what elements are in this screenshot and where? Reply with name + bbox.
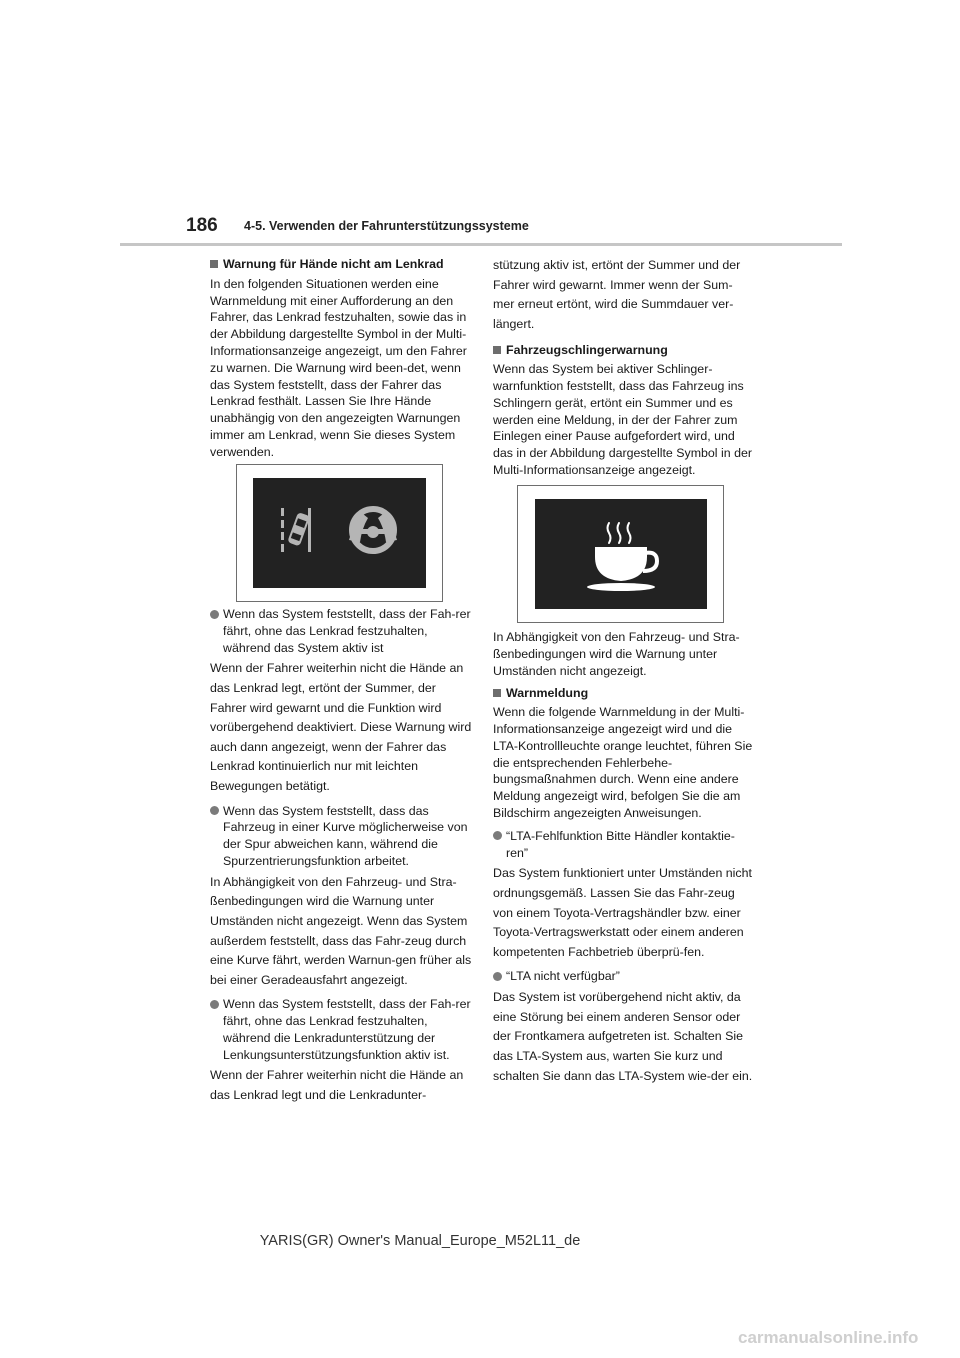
- display-screen: [535, 499, 707, 609]
- section-title: 4-5. Verwenden der Fahrunterstützungssysteme: [244, 219, 529, 233]
- heading-sway-warning: Fahrzeugschlingerwarnung: [493, 342, 753, 359]
- bullet-item-3: Wenn das System feststellt, dass der Fah-rer fährt, ohne das Lenkrad festzuhalten, während die Lenkradunterstützung der Lenkungsunterstützungsfunktion aktiv ist.: [210, 996, 472, 1063]
- round-bullet-icon: [493, 972, 502, 981]
- square-bullet-icon: [493, 346, 501, 354]
- right-column-bottom: [493, 629, 753, 1086]
- header-rule: [120, 243, 842, 246]
- watermark: carmanualsonline.info: [738, 1328, 919, 1347]
- bullet-item-1: Wenn das System feststellt, dass der Fah-rer fährt, ohne das Lenkrad festzuhalten, während das System aktiv ist: [210, 606, 472, 656]
- paragraph-continued: stützung aktiv ist, ertönt der Summer und der Fahrer wird gewarnt. Immer wenn der Sum-mer erneut ertönt, wird die Summdauer ver-längert.: [493, 258, 741, 331]
- footer-manual-id: YARIS(GR) Owner's Manual_Europe_M52L11_de: [259, 1233, 581, 1249]
- figure-sway-warning: [517, 485, 724, 623]
- square-bullet-icon: [210, 260, 218, 268]
- page-number: 186: [186, 215, 218, 236]
- paragraph-1: Wenn der Fahrer weiterhin nicht die Hände an das Lenkrad legt, ertönt der Summer, der Fahrer wird gewarnt und die Funktion wird vorübergehend deaktiviert. Diese Warnung wird auch dann angezeigt, wenn der Fahrer das Lenkrad kontinuierlich nur mit leichten Bewegungen betätigt.: [210, 661, 472, 793]
- display-screen: [253, 478, 426, 588]
- left-column-top: [210, 256, 472, 461]
- right-column-top: [493, 256, 753, 479]
- paragraph-2: In Abhängigkeit von den Fahrzeug- und Stra-ßenbedingungen wird die Warnung unter Umständen nicht angezeigt. Wenn das System außerdem feststellt, dass das Fahr-zeug durch eine Kurve fährt, werden Warnun-gen früher als bei einer Geradeausfahrt angezeigt.: [210, 874, 472, 987]
- round-bullet-icon: [210, 1000, 219, 1009]
- bullet-item-5: “LTA nicht verfügbar”: [493, 968, 753, 985]
- paragraph-3: Wenn der Fahrer weiterhin nicht die Hände an das Lenkrad legt und die Lenkradunter-: [210, 1068, 464, 1103]
- round-bullet-icon: [210, 806, 219, 815]
- heading-hands-off-warning: Warnung für Hände nicht am Lenkrad: [210, 256, 472, 273]
- bullet-item-4: “LTA-Fehlfunktion Bitte Händler kontaktie-ren”: [493, 828, 753, 862]
- paragraph-warning-intro: Wenn die folgende Warnmeldung in der Multi-Informationsanzeige angezeigt wird und die LTA-Kontrollleuchte orange leuchtet, führen Sie die entsprechenden Fehlerbehe-bungsmaßnahmen durch. Wenn eine andere Meldung angezeigt wird, befolgen Sie die am Bildschirm angezeigten Anweisungen.: [493, 705, 753, 820]
- paragraph-intro: In den folgenden Situationen werden eine Warnmeldung mit einer Aufforderung an den Fahrer, das Lenkrad festzuhalten, sowie das in der Abbildung dargestellte Symbol in der Multi-Informationsanzeige angezeigt, um den Fahrer zu warnen. Die Warnung wird been-det, wenn das System feststellt, dass der Fahrer das Lenkrad festhält. Lassen Sie Ihre Hände unabhängig von den angezeigten Warnungen immer am Lenkrad, wenn Sie dieses System verwenden.: [210, 276, 467, 459]
- figure-hands-off-warning: [236, 464, 443, 602]
- left-column-bottom: [210, 606, 472, 1106]
- square-bullet-icon: [493, 689, 501, 697]
- round-bullet-icon: [210, 610, 219, 619]
- heading-warning-message: Warnmeldung: [493, 685, 753, 702]
- bullet-item-2: Wenn das System feststellt, dass das Fahrzeug in einer Kurve möglicherweise von der Spur abweichen kann, während die Spurzentrierungsfunktion arbeitet.: [210, 803, 472, 870]
- paragraph-5: Das System ist vorübergehend nicht aktiv, da eine Störung bei einem anderen Sensor oder der Frontkamera aufgetreten ist. Schalten Sie das LTA-System aus, warten Sie kurz und schalten Sie dann das LTA-System wie-der ein.: [493, 990, 753, 1083]
- hands-on-steering-wheel-icon: [349, 509, 397, 551]
- paragraph-note: In Abhängigkeit von den Fahrzeug- und Stra-ßenbedingungen wird die Warnung unter Umständen nicht angezeigt.: [493, 630, 740, 678]
- paragraph-4: Das System funktioniert unter Umständen nicht ordnungsgemäß. Lassen Sie das Fahr-zeug von einem Toyota-Vertragshändler bzw. einer Toyota-Vertragswerkstatt oder einem anderen kompetenten Fachbetrieb überprü-fen.: [493, 866, 752, 959]
- round-bullet-icon: [493, 831, 502, 840]
- lane-departure-icon: [253, 478, 426, 588]
- paragraph-sway-intro: Wenn das System bei aktiver Schlinger-warnfunktion feststellt, dass das Fahrzeug ins Schlingern gerät, ertönt ein Summer und es werden eine Meldung, in der der Fahrer zum Einlegen einer Pause aufgefordert wird, und das in der Abbildung dargestellte Symbol in der Multi-Informationsanzeige angezeigt.: [493, 362, 752, 477]
- coffee-cup-icon: [535, 499, 707, 609]
